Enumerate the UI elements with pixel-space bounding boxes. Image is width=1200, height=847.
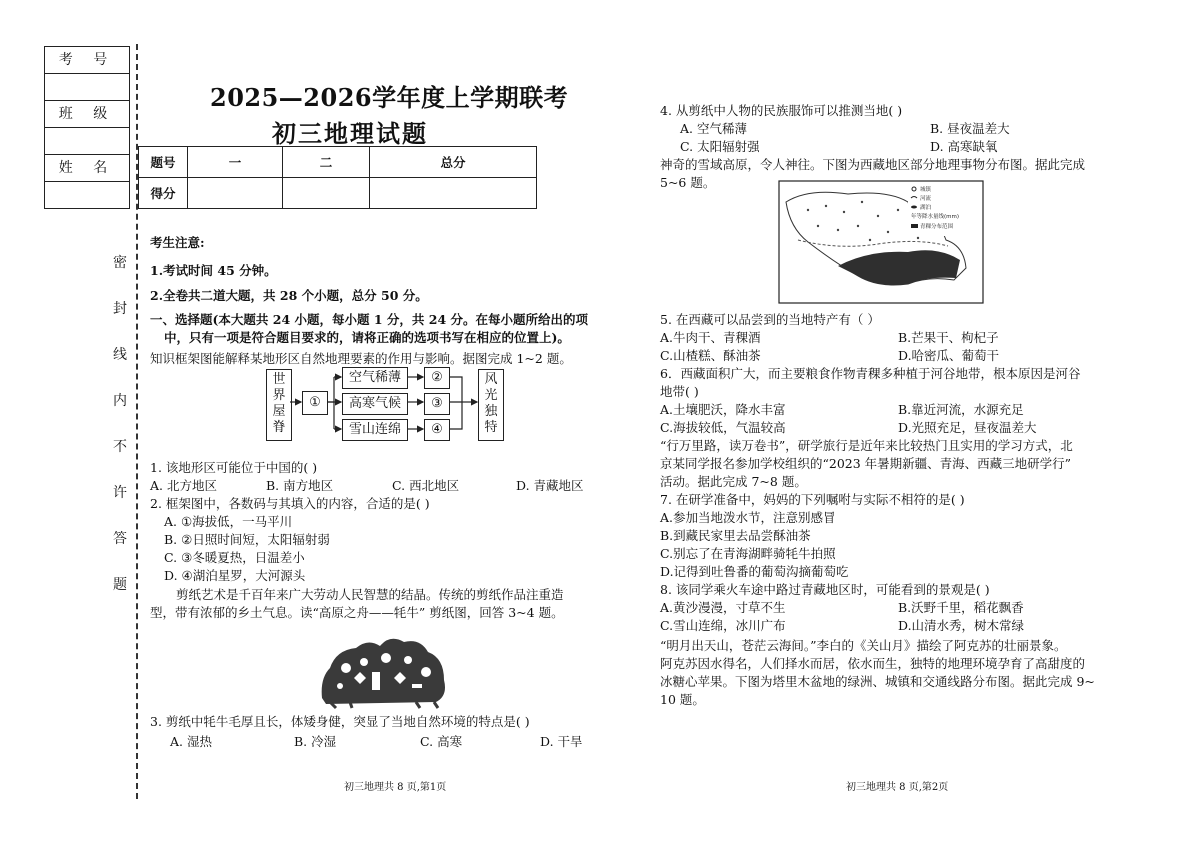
q5-option-b[interactable]: B.芒果干、枸杞子 [898,330,999,345]
notice-2: 2.全卷共二道大题，共 28 个小题，总分 50 分。 [150,288,428,303]
seal-char: 答 [113,531,127,547]
q2-option-c[interactable]: C. ③冬暖夏热，日温差小 [164,550,305,565]
fw-mid-box-3: 雪山连绵 [342,419,408,441]
exam-no-label: 考 号 [45,47,129,74]
intro-q7-8-line3: 活动。据此完成 7~8 题。 [660,474,807,489]
seal-char: 密 [113,255,127,271]
q7-option-c[interactable]: C.别忘了在青海湖畔骑牦牛拍照 [660,546,836,561]
class-field[interactable] [45,128,129,155]
score-table [138,146,537,209]
exam-title: 2025—2026学年度上学期联考 [210,83,569,112]
section1-heading-cont: 中，只有一项是符合题目要求的，请将正确的选项书写在相应的位置上)。 [164,330,570,345]
fw-result-box [478,369,504,441]
fw-mid-box-1: 空气稀薄 [342,367,408,389]
exam-no-field[interactable] [45,74,129,101]
q5-option-c[interactable]: C.山楂糕、酥油茶 [660,348,761,363]
q6-stem-1: 6．西藏面积广大，而主要粮食作物青稞多种植于河谷地带，根本原因是河谷 [660,366,1081,381]
q2-option-b[interactable]: B. ②日照时间短，太阳辐射弱 [164,532,330,547]
map-legend-river: 河流 [920,196,932,202]
seal-char: 不 [113,439,127,455]
notice-heading: 考生注意: [150,235,205,250]
q6-option-a[interactable]: A.土壤肥沃，降水丰富 [660,402,786,417]
score-header-cell: 一 [188,147,283,178]
intro-q9-10-line4: 10 题。 [660,692,705,707]
seal-char: 内 [113,393,127,409]
fw-mid-box-2: 高寒气候 [342,393,408,415]
seal-char: 题 [113,577,127,593]
yak-papercut-image [316,628,452,710]
q2-option-a[interactable]: A. ①海拔低，一马平川 [164,514,293,529]
q4-stem: 4. 从剪纸中人物的民族服饰可以推测当地( ) [660,103,903,118]
page-footer-1: 初三地理共 8 页,第1页 [344,782,447,793]
intro-q1-2: 知识框架图能解释某地形区自然地理要素的作用与影响。据图完成 1~2 题。 [150,351,572,366]
tibet-map [778,180,984,304]
map-legend-barley: 青稞分布范围 [920,224,954,230]
q6-option-c[interactable]: C.海拔较低，气温较高 [660,420,786,435]
section1-heading: 一、选择题(本大题共 24 小题，每小题 1 分，共 24 分。在每小题所给出的项 [150,312,589,327]
intro-q5-6-line2: 5~6 题。 [660,175,716,190]
seal-char: 许 [113,485,127,501]
intro-q9-10-line2: 阿克苏因水得名，人们择水而居，依水而生，独特的地理环境孕育了高甜度的 [660,656,1086,671]
q4-option-d[interactable]: D. 高寒缺氧 [930,139,998,154]
fw-right-box-1: ② [424,367,450,389]
q1-option-b[interactable]: B. 南方地区 [266,478,334,493]
score-cell[interactable] [188,178,283,209]
q5-stem: 5. 在西藏可以品尝到的当地特产有（ ） [660,312,880,327]
class-label: 班 级 [45,101,129,128]
score-cell[interactable] [370,178,537,209]
intro-q9-10-line1: “明月出天山，苍茫云海间。”李白的《关山月》描绘了阿克苏的壮丽景象。 [660,638,1067,653]
q8-option-d[interactable]: D.山清水秀，树木常绿 [898,618,1025,633]
q6-option-b[interactable]: B.靠近河流，水源充足 [898,402,1024,417]
q6-stem-2: 地带( ) [660,384,699,399]
q7-option-a[interactable]: A.参加当地泼水节，注意别感冒 [660,510,836,525]
fw-left-text: 世界屋脊 [272,372,286,435]
q1-option-d[interactable]: D. 青藏地区 [516,478,584,493]
seal-char: 封 [113,301,127,317]
q2-stem: 2. 框架图中，各数码与其填入的内容，合适的是( ) [150,496,430,511]
exam-subtitle: 初三地理试题 [272,119,428,148]
name-label: 姓 名 [45,155,129,182]
q3-option-a[interactable]: A. 湿热 [170,734,212,749]
fw-left-box [266,369,292,441]
q6-option-d[interactable]: D.光照充足，昼夜温差大 [898,420,1037,435]
q1-option-c[interactable]: C. 西北地区 [392,478,460,493]
q4-option-b[interactable]: B. 昼夜温差大 [930,121,1010,136]
q5-option-a[interactable]: A.牛肉干、青稞酒 [660,330,761,345]
q3-option-c[interactable]: C. 高寒 [420,734,463,749]
q1-stem: 1. 该地形区可能位于中国的( ) [150,460,318,475]
q3-option-b[interactable]: B. 冷湿 [294,734,337,749]
q5-option-d[interactable]: D.哈密瓜、葡萄干 [898,348,1000,363]
score-cell[interactable] [283,178,370,209]
fw-center-box: ① [302,391,328,415]
intro-q9-10-line3: 冰糖心苹果。下图为塔里木盆地的绿洲、城镇和交通线路分布图。据此完成 9~ [660,674,1095,689]
notice-1: 1.考试时间 45 分钟。 [150,263,277,278]
q7-stem: 7. 在研学准备中，妈妈的下列嘱咐与实际不相符的是( ) [660,492,965,507]
score-header-cell: 题号 [139,147,188,178]
fw-arrows [290,362,480,444]
q2-option-d[interactable]: D. ④湖泊星罗，大河源头 [164,568,306,583]
score-header-cell: 二 [283,147,370,178]
map-legend-lake: 湖泊 [920,205,932,211]
q1-option-a[interactable]: A. 北方地区 [150,478,217,493]
q3-stem: 3. 剪纸中牦牛毛厚且长，体矮身健，突显了当地自然环境的特点是( ) [150,714,530,729]
fw-right-box-2: ③ [424,393,450,415]
seal-char: 线 [113,347,127,363]
q3-option-d[interactable]: D. 干旱 [540,734,583,749]
intro-q7-8-line2: 京某同学报名参加学校组织的“2023 年暑期新疆、青海、西藏三地研学行” [660,456,1072,471]
fw-right-box-3: ④ [424,419,450,441]
seal-warning [112,240,128,608]
q7-option-d[interactable]: D.记得到吐鲁番的葡萄沟摘葡萄吃 [660,564,849,579]
intro-q5-6-line1: 神奇的雪域高原，令人神往。下图为西藏地区部分地理事物分布图。据此完成 [660,157,1086,172]
page-footer-2: 初三地理共 8 页,第2页 [846,782,949,793]
score-header-cell: 总分 [370,147,537,178]
intro-q3-4-line2: 型，带有浓郁的乡土气息。读“高原之舟——牦牛” 剪纸图，回答 3~4 题。 [150,605,564,620]
map-legend-town: 城镇 [920,187,932,193]
q8-option-c[interactable]: C.雪山连绵，冰川广布 [660,618,786,633]
q4-option-c[interactable]: C. 太阳辐射强 [680,139,760,154]
q8-stem: 8. 该同学乘火车途中路过青藏地区时，可能看到的景观是( ) [660,582,990,597]
q8-option-b[interactable]: B.沃野千里，稻花飘香 [898,600,1024,615]
q4-option-a[interactable]: A. 空气稀薄 [680,121,747,136]
map-legend-precip: 年等降水量线(mm) [911,214,960,220]
intro-q3-4-line1: 剪纸艺术是千百年来广大劳动人民智慧的结晶。传统的剪纸作品注重造 [176,587,564,602]
score-row-label: 得分 [139,178,188,209]
q8-option-a[interactable]: A.黄沙漫漫，寸草不生 [660,600,786,615]
q7-option-b[interactable]: B.到藏民家里去品尝酥油茶 [660,528,811,543]
intro-q7-8-line1: “行万里路，读万卷书”，研学旅行是近年来比较热门且实用的学习方式，北 [660,438,1073,453]
fw-result-text: 风光独特 [484,372,498,435]
name-field[interactable] [45,182,129,208]
student-info-box [44,46,130,209]
